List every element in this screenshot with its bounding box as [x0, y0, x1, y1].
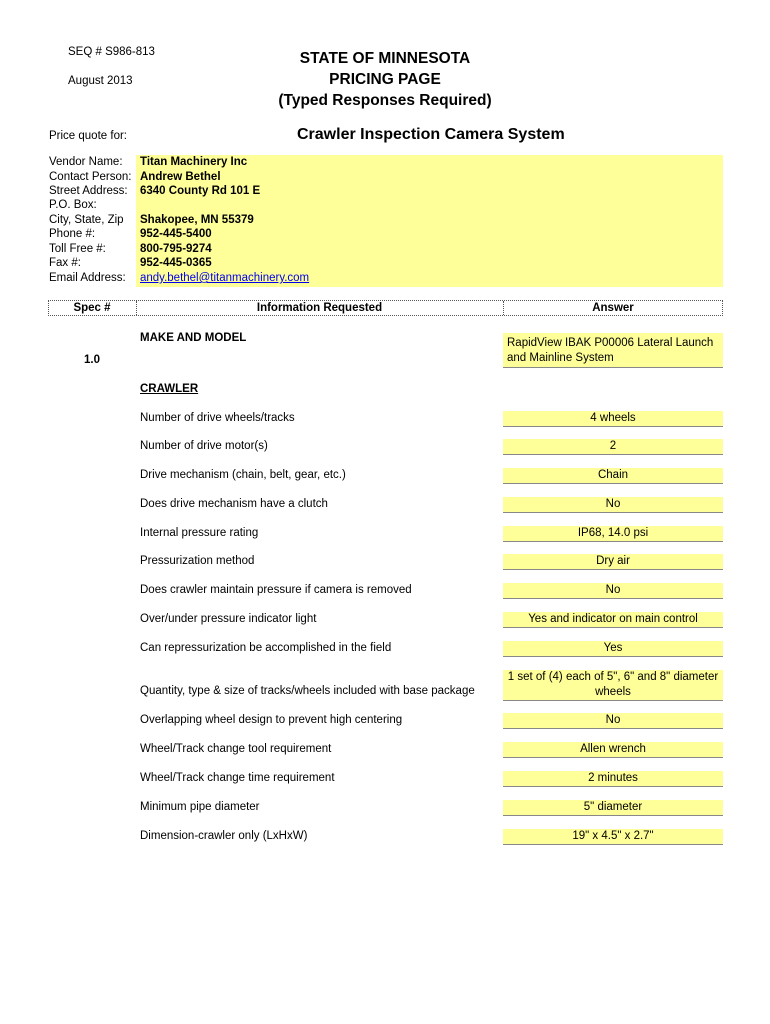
email-address-label: Email Address: [49, 272, 126, 284]
question-drive-mechanism: Drive mechanism (chain, belt, gear, etc.) [140, 469, 346, 481]
question-maintain-pressure: Does crawler maintain pressure if camera is removed [140, 584, 412, 596]
title-pricing-page: PRICING PAGE [329, 71, 441, 88]
answer-drive-wheels[interactable]: 4 wheels [503, 411, 723, 427]
phone-label: Phone #: [49, 228, 96, 240]
street-address-value: 6340 County Rd 101 E [140, 185, 261, 197]
vendor-name-label: Vendor Name: [49, 156, 123, 168]
question-min-pipe-diameter: Minimum pipe diameter [140, 801, 260, 813]
city-state-zip-label: City, State, Zip [49, 214, 124, 226]
phone-value: 952-445-5400 [140, 228, 212, 240]
answer-tracks-wheels-package[interactable]: 1 set of (4) each of 5", 6" and 8" diameter wheels [503, 670, 723, 701]
answer-crawler-dimensions[interactable]: 19" x 4.5" x 2.7" [503, 829, 723, 845]
answer-pressurization-method[interactable]: Dry air [503, 554, 723, 570]
question-repressurization: Can repressurization be accomplished in the field [140, 642, 392, 654]
toll-free-label: Toll Free #: [49, 243, 106, 255]
price-quote-title: Crawler Inspection Camera System [297, 126, 565, 143]
document-date: August 2013 [68, 75, 133, 87]
question-crawler-dimensions: Dimension-crawler only (LxHxW) [140, 830, 308, 842]
answer-drive-mechanism[interactable]: Chain [503, 468, 723, 484]
question-drive-motors: Number of drive motor(s) [140, 440, 268, 452]
question-drive-wheels: Number of drive wheels/tracks [140, 412, 295, 424]
toll-free-value: 800-795-9274 [140, 243, 212, 255]
make-model-answer[interactable]: RapidView IBAK P00006 Lateral Launch and Mainline System [503, 333, 723, 368]
question-change-time: Wheel/Track change time requirement [140, 772, 335, 784]
spec-number: 1.0 [84, 354, 100, 366]
answer-min-pipe-diameter[interactable]: 5" diameter [503, 800, 723, 816]
answer-pressure-rating[interactable]: IP68, 14.0 psi [503, 526, 723, 542]
answer-repressurization[interactable]: Yes [503, 641, 723, 657]
fax-label: Fax #: [49, 257, 81, 269]
fax-value: 952-445-0365 [140, 257, 212, 269]
question-overlapping-wheels: Overlapping wheel design to prevent high centering [140, 714, 403, 726]
answer-clutch[interactable]: No [503, 497, 723, 513]
seq-number: SEQ # S986-813 [68, 46, 155, 58]
title-typed-responses: (Typed Responses Required) [278, 92, 492, 109]
answer-maintain-pressure[interactable]: No [503, 583, 723, 599]
contact-person-label: Contact Person: [49, 171, 132, 183]
question-pressure-indicator: Over/under pressure indicator light [140, 613, 317, 625]
street-address-label: Street Address: [49, 185, 128, 197]
email-link[interactable]: andy.bethel@titanmachinery.com [140, 272, 310, 284]
column-header-info: Information Requested [256, 302, 383, 314]
answer-change-tool[interactable]: Allen wrench [503, 742, 723, 758]
vendor-name-value: Titan Machinery Inc [140, 156, 248, 168]
question-pressure-rating: Internal pressure rating [140, 527, 259, 539]
price-quote-label: Price quote for: [49, 130, 127, 142]
question-change-tool: Wheel/Track change tool requirement [140, 743, 332, 755]
po-box-label: P.O. Box: [49, 199, 97, 211]
make-model-label: MAKE AND MODEL [140, 332, 247, 344]
answer-change-time[interactable]: 2 minutes [503, 771, 723, 787]
title-state: STATE OF MINNESOTA [299, 50, 471, 67]
column-header-answer: Answer [592, 302, 634, 314]
question-tracks-wheels-package: Quantity, type & size of tracks/wheels included with base package [140, 685, 475, 697]
answer-pressure-indicator[interactable]: Yes and indicator on main control [503, 612, 723, 628]
question-clutch: Does drive mechanism have a clutch [140, 498, 328, 510]
answer-overlapping-wheels[interactable]: No [503, 713, 723, 729]
question-pressurization-method: Pressurization method [140, 555, 255, 567]
contact-person-value: Andrew Bethel [140, 171, 221, 183]
crawler-section-title: CRAWLER [140, 383, 199, 395]
answer-drive-motors[interactable]: 2 [503, 439, 723, 455]
column-header-spec: Spec # [73, 302, 111, 314]
city-state-zip-value: Shakopee, MN 55379 [140, 214, 254, 226]
